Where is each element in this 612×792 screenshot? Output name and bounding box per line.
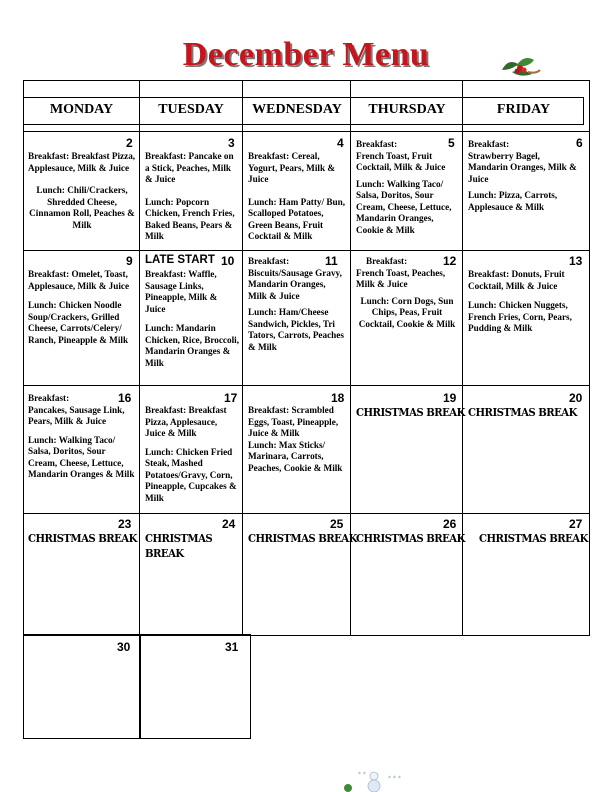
day-number: 16 [118, 391, 132, 405]
header-wednesday: WEDNESDAY [252, 102, 342, 117]
christmas-break-label: CHRISTMAS BREAK [468, 405, 577, 419]
page-title: December Menu [182, 36, 430, 73]
day-number: 5 [448, 136, 455, 150]
column-divider [242, 80, 243, 636]
day-number: 12 [443, 254, 457, 268]
column-divider [139, 80, 140, 636]
day-number: 26 [443, 517, 457, 531]
day-number: 11 [325, 254, 338, 268]
menu-entry: Breakfast: Scrambled Eggs, Toast, Pineapple, Juice & Milk Lunch: Max Sticks/ Marinara, Carrots, Peaches, Cookie & Milk [248, 405, 343, 473]
holly-icon [498, 50, 542, 82]
header-thursday: THURSDAY [368, 102, 446, 117]
day-number: 31 [225, 640, 239, 654]
menu-entry: Breakfast: Waffle, Sausage Links, Pineapple, Milk & Juice Lunch: Mandarin Chicken, Rice, Broccoli, Mandarin Oranges & Milk [145, 269, 239, 368]
menu-entry: Breakfast: French Toast, Fruit Cocktail, Milk & Juice Lunch: Walking Taco/ Salsa, Doritos, Sour Cream, Cheese, Lettuce, Mandarin Oranges, Cookie & Milk [356, 139, 452, 235]
menu-entry: Breakfast: Pancakes, Sausage Link, Pears, Milk & Juice Lunch: Walking Taco/ Salsa, Doritos, Sour Cream, Cheese, Lettuce, Mandarin Oranges & Milk [28, 393, 135, 479]
menu-entry: Breakfast: Biscuits/Sausage Gravy, Mandarin Oranges, Milk & Juice Lunch: Ham/Cheese Sandwich, Pickles, Tri Tators, Carrots, Peaches & Milk [248, 256, 344, 352]
day-number: 3 [228, 136, 235, 150]
day-number: 17 [224, 391, 238, 405]
day-number: 9 [126, 254, 133, 268]
row-divider [23, 385, 590, 386]
christmas-break-label: CHRISTMAS BREAK [356, 405, 465, 419]
christmas-break-label: CHRISTMAS BREAK [28, 531, 137, 545]
day-number: 25 [330, 517, 344, 531]
christmas-break-label: CHRISTMAS BREAK [479, 531, 588, 545]
day-number: 19 [443, 391, 457, 405]
christmas-break-label: CHRISTMAS BREAK [356, 531, 465, 545]
header-monday: MONDAY [49, 102, 114, 117]
menu-entry: Breakfast: Donuts, Fruit Cocktail, Milk & Juice Lunch: Chicken Nuggets, French Fries, Corn, Pears, Pudding & Milk [468, 269, 572, 333]
header-friday: FRIDAY [496, 102, 551, 117]
menu-entry: Breakfast: French Toast, Peaches, Milk & Juice Lunch: Corn Dogs, Sun Chips, Peas, Fruit Cocktail, Cookie & Milk [356, 256, 456, 329]
menu-entry: Breakfast: Breakfast Pizza, Applesauce, Juice & Milk Lunch: Chicken Fried Steak, Mashed Potatoes/Gravy, Corn, Pineapple, Cupcakes & Milk [145, 405, 237, 503]
day-number: 18 [331, 391, 345, 405]
day-number: 10 [221, 254, 235, 268]
menu-entry: Breakfast: Breakfast Pizza, Applesauce, Milk & Juice Lunch: Chili/Crackers, Shredded Cheese, Cinnamon Roll, Peaches & Milk [28, 151, 136, 230]
menu-entry: Breakfast: Pancake on a Stick, Peaches, Milk & Juice Lunch: Popcorn Chicken, French Fries, Baked Beans, Pears & Milk [145, 151, 235, 241]
christmas-break-label: CHRISTMAS BREAK [248, 531, 357, 545]
row-divider [23, 131, 590, 132]
late-start-label: LATE START [145, 254, 215, 266]
day-number: 27 [569, 517, 583, 531]
row-divider [23, 513, 590, 514]
svg-text:* * *: * * * [388, 775, 401, 782]
header-tuesday: TUESDAY [158, 102, 224, 117]
day-number: 23 [118, 517, 132, 531]
menu-entry: Breakfast: Cereal, Yogurt, Pears, Milk & Juice Lunch: Ham Patty/ Bun, Scalloped Potatoes, Green Beans, Fruit Cocktail & Milk [248, 151, 345, 241]
snowman-icon [334, 768, 424, 792]
christmas-break-label: CHRISTMAS BREAK [145, 531, 213, 560]
day-number: 20 [569, 391, 583, 405]
day-number: 13 [569, 254, 583, 268]
menu-entry: Breakfast: Strawberry Bagel, Mandarin Oranges, Milk & Juice Lunch: Pizza, Carrots, Applesauce & Milk [468, 139, 577, 212]
svg-text:* *: * * [358, 771, 366, 778]
day-number: 4 [337, 136, 344, 150]
column-divider [462, 80, 463, 636]
day-number: 24 [222, 517, 236, 531]
day-number: 2 [126, 136, 133, 150]
day-number: 30 [117, 640, 131, 654]
row-divider [23, 250, 590, 251]
menu-entry: Breakfast: Omelet, Toast, Applesauce, Milk & Juice Lunch: Chicken Noodle Soup/Crackers, Grilled Cheese, Carrots/Celery/ Ranch, Pineapple & Milk [28, 269, 130, 345]
column-divider [350, 80, 351, 636]
day-number: 6 [576, 136, 583, 150]
